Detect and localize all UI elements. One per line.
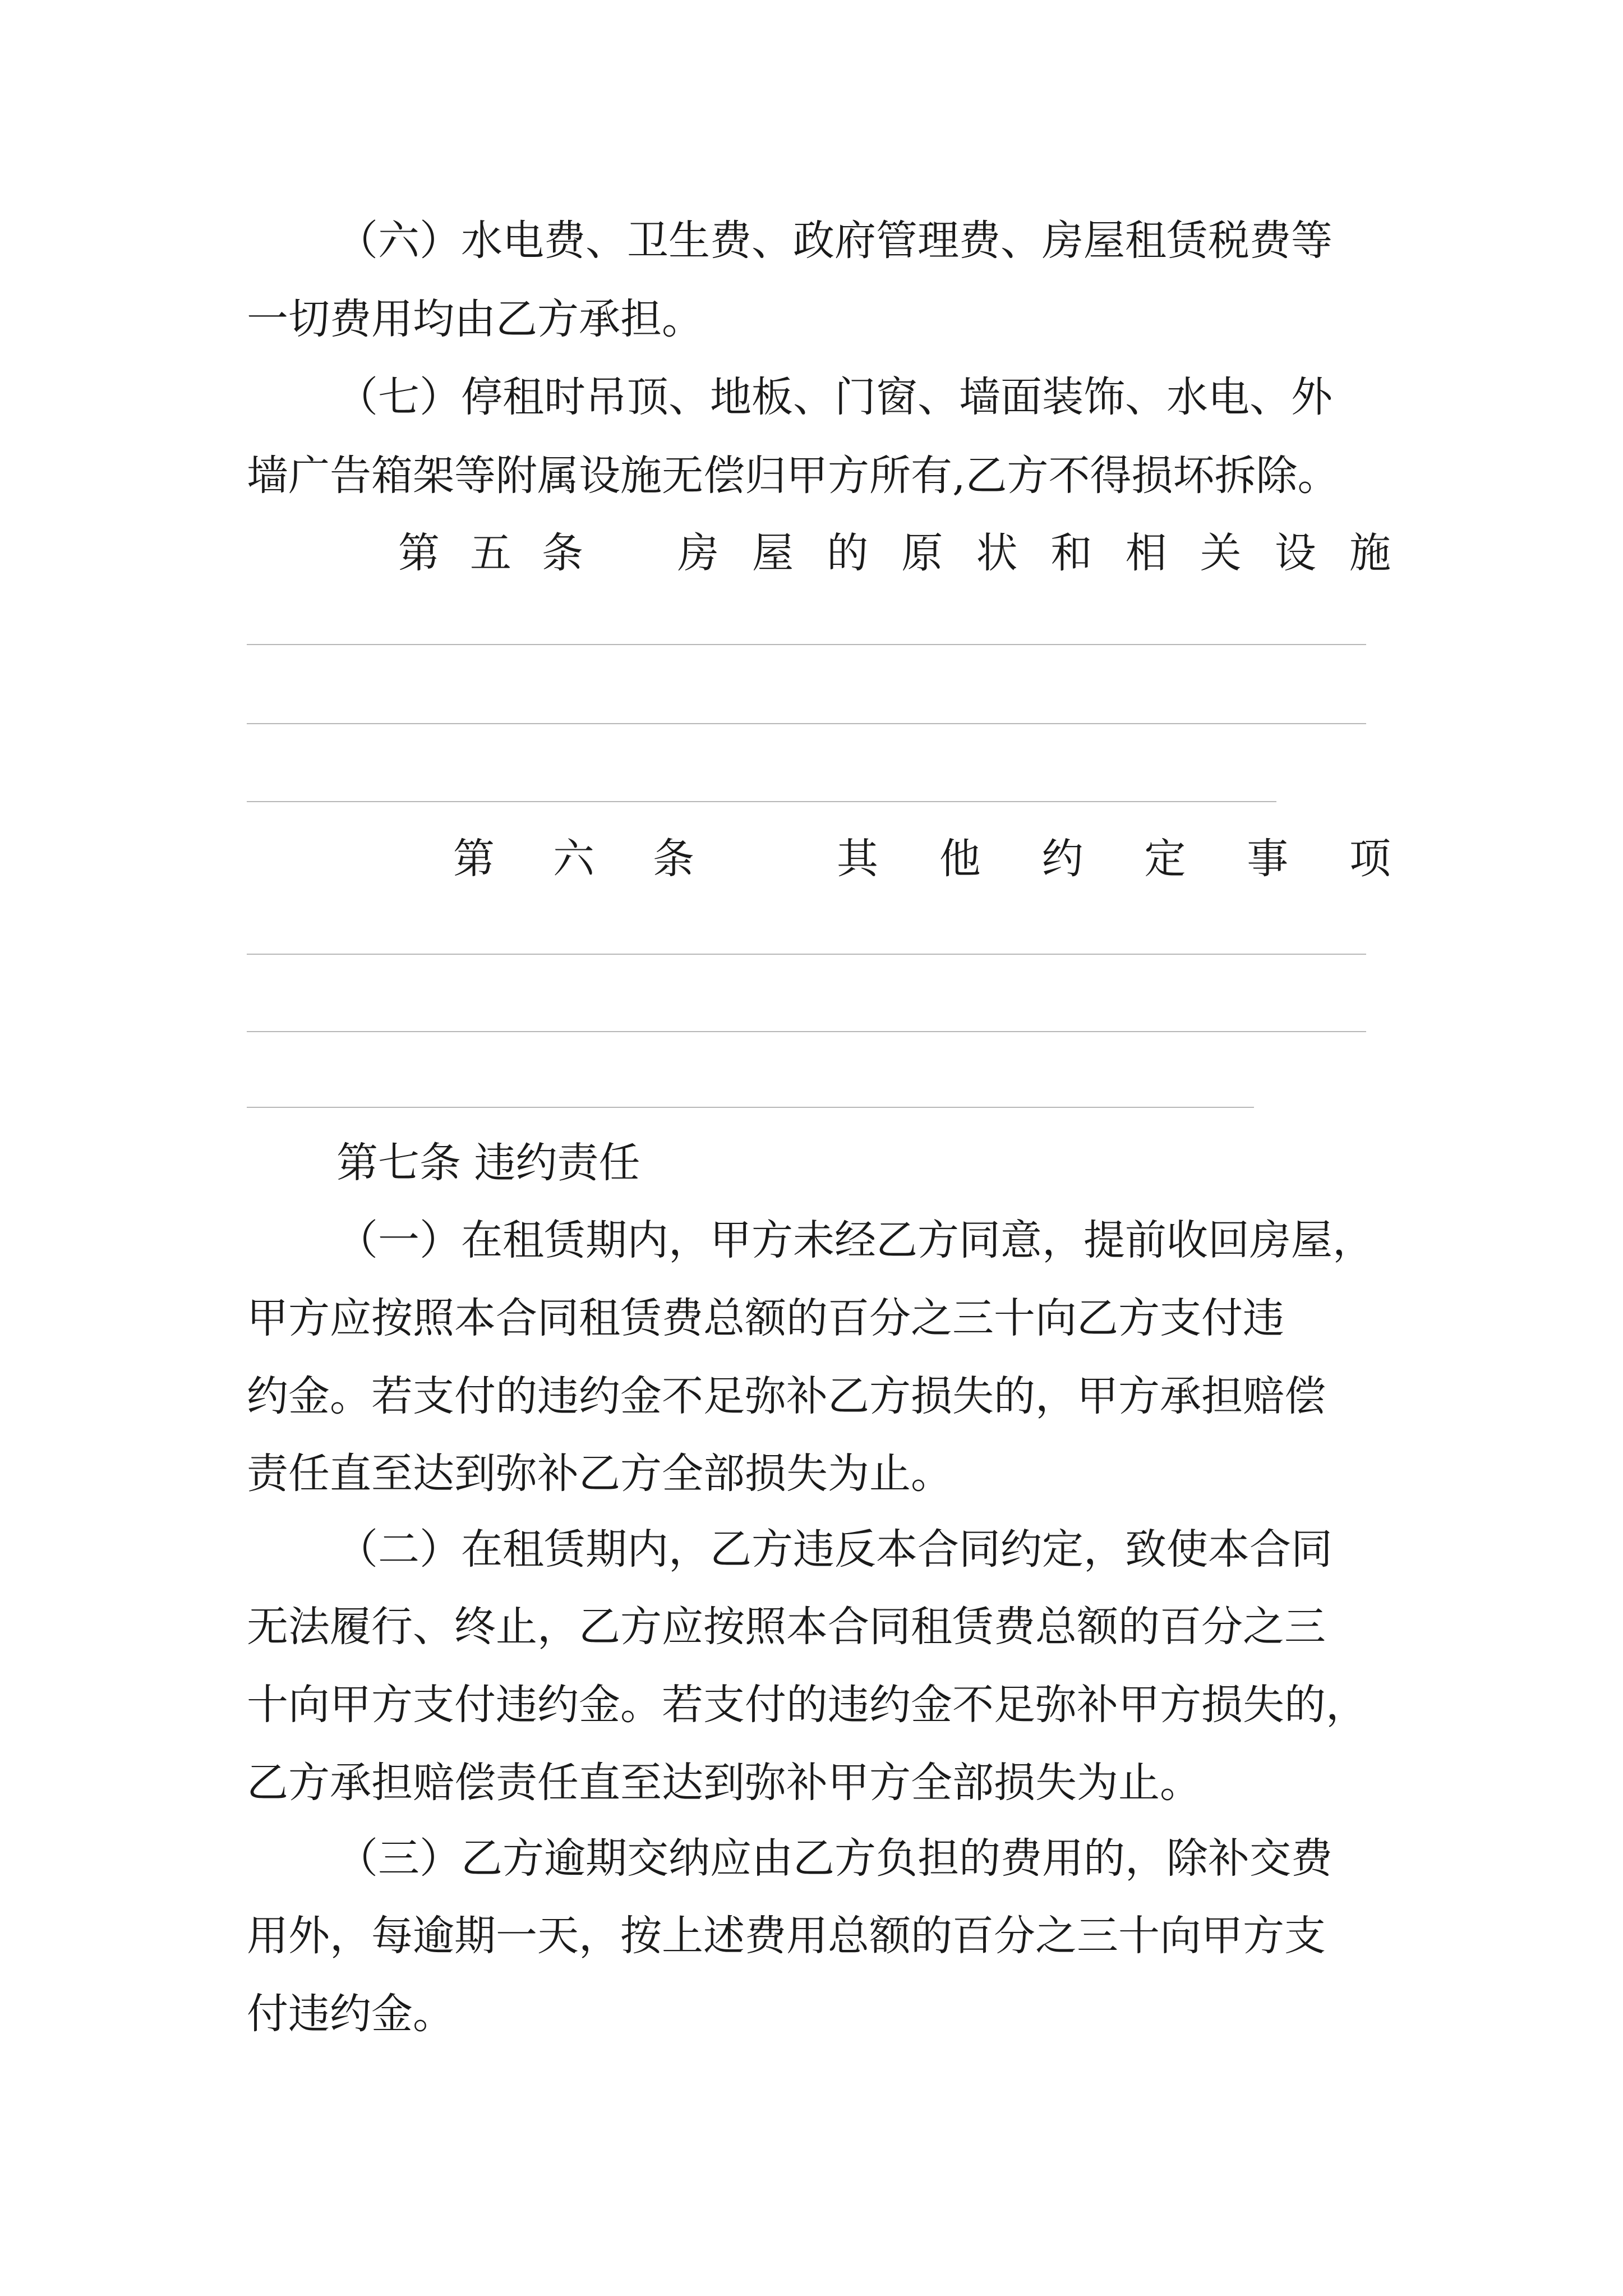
a7-item1-line4: 责任直至达到弥补乙方全部损失为止。 — [247, 1450, 952, 1498]
article5-title-char: 房 — [677, 529, 719, 577]
fill-line — [247, 801, 1276, 802]
item6-line2: 一切费用均由乙方承担。 — [247, 295, 703, 343]
a7-item2-line1: （二）在租赁期内，乙方违反本合同约定，致使本合同 — [336, 1525, 1332, 1573]
article5-label-char: 五 — [470, 529, 511, 577]
item7-line1: （七）停租时吊顶、地板、门窗、墙面装饰、水电、外 — [336, 373, 1332, 421]
article6-title-char: 项 — [1349, 835, 1391, 883]
fill-line — [247, 723, 1366, 724]
article5-label — [398, 529, 583, 577]
article5-title-char: 和 — [1050, 529, 1092, 577]
a7-item3-line1: （三）乙方逾期交纳应由乙方负担的费用的，除补交费 — [336, 1834, 1332, 1883]
article6-title-char: 事 — [1247, 835, 1289, 883]
article6-label-char: 六 — [553, 835, 594, 883]
article5-title-char: 的 — [827, 529, 869, 577]
item7-line2: 墙广告箱架等附属设施无偿归甲方所有,乙方不得损坏拆除。 — [247, 452, 1339, 500]
article5-title-char: 状 — [976, 529, 1018, 577]
fill-line — [247, 954, 1366, 955]
article5-title-char: 屋 — [752, 529, 794, 577]
article6-title — [837, 835, 1391, 883]
article5-title — [677, 529, 1391, 577]
article6-title-char: 约 — [1041, 835, 1083, 883]
article5-title-char: 原 — [901, 529, 943, 577]
a7-item3-line3: 付违约金。 — [247, 1990, 454, 2038]
article6-title-char: 其 — [837, 835, 878, 883]
a7-item2-line2: 无法履行、终止，乙方应按照本合同租赁费总额的百分之三 — [247, 1603, 1326, 1651]
article6-title-char: 定 — [1144, 835, 1186, 883]
a7-item2-line3: 十向甲方支付违约金。若支付的违约金不足弥补甲方损失的， — [247, 1681, 1367, 1729]
article5-title-char: 施 — [1349, 529, 1391, 577]
article7-heading: 第七条 违约责任 — [336, 1139, 640, 1187]
article5-title-char: 相 — [1125, 529, 1167, 577]
article5-label-char: 条 — [542, 529, 583, 577]
a7-item1-line3: 约金。若支付的违约金不足弥补乙方损失的，甲方承担赔偿 — [247, 1372, 1326, 1420]
article6-title-char: 他 — [939, 835, 981, 883]
a7-item3-line2: 用外，每逾期一天，按上述费用总额的百分之三十向甲方支 — [247, 1912, 1326, 1960]
a7-item1-line1: （一）在租赁期内，甲方未经乙方同意，提前收回房屋， — [336, 1216, 1374, 1264]
article6-label-char: 条 — [653, 835, 694, 883]
article5-title-char: 关 — [1200, 529, 1242, 577]
a7-item2-line4: 乙方承担赔偿责任直至达到弥补甲方全部损失为止。 — [247, 1759, 1201, 1807]
item6-line1: （六）水电费、卫生费、政府管理费、房屋租赁税费等 — [336, 217, 1332, 265]
article6-label-char: 第 — [453, 835, 495, 883]
article5-label-char: 第 — [398, 529, 440, 577]
fill-line — [247, 1107, 1254, 1108]
fill-line — [247, 644, 1366, 645]
article5-title-char: 设 — [1274, 529, 1316, 577]
fill-line — [247, 1031, 1366, 1032]
a7-item1-line2: 甲方应按照本合同租赁费总额的百分之三十向乙方支付违 — [247, 1294, 1284, 1342]
article6-label — [453, 835, 694, 883]
